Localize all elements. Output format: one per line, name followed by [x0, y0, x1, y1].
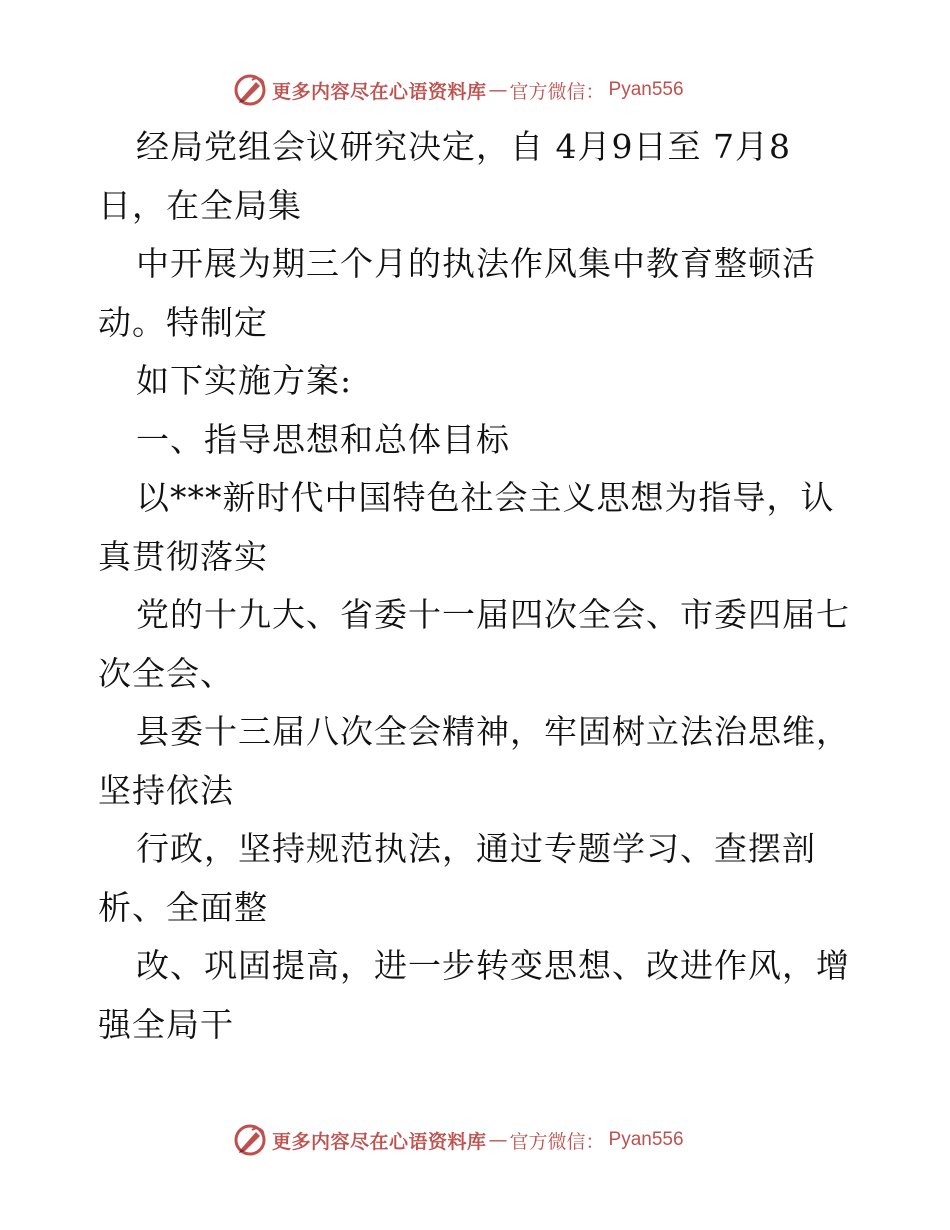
document-body — [98, 118, 858, 1054]
section-heading: 一、指导思想和总体目标 — [136, 419, 510, 459]
body-line: 行政，坚持规范执法，通过专题学习、查摆剖 — [136, 829, 816, 868]
body-line: 以***新时代中国特色社会主义思想为指导，认 — [136, 478, 835, 517]
body-line: 动。特制定 — [98, 302, 268, 342]
body-line: 改、巩固提高，进一步转变思想、改进作风，增 — [136, 946, 850, 985]
pen-logo-icon — [232, 1122, 268, 1158]
pen-logo-icon — [232, 72, 268, 108]
body-line: 坚持依法 — [98, 770, 234, 810]
body-line: 如下实施方案: — [136, 361, 353, 400]
banner-brand-text: 更多内容尽在心语资料库 — [272, 80, 487, 103]
banner-separator: — — [488, 79, 508, 101]
banner-wechat-label: 官方微信： — [509, 1130, 605, 1153]
body-line: 日，在全局集 — [98, 185, 302, 225]
body-line: 党的十九大、省委十一届四次全会、市委四届七 — [136, 595, 850, 634]
body-line: 经局党组会议研究决定，自 4月9日至 7月8 — [136, 127, 791, 166]
body-line: 县委十三届八次全会精神，牢固树立法治思维， — [136, 712, 850, 751]
header-watermark-banner — [232, 70, 684, 110]
banner-wechat-label: 官方微信： — [509, 80, 605, 103]
body-line: 中开展为期三个月的执法作风集中教育整顿活 — [136, 244, 816, 283]
banner-wechat-id: Pyan556 — [608, 79, 684, 100]
body-line: 真贯彻落实 — [98, 536, 268, 576]
body-line: 次全会、 — [98, 653, 234, 693]
banner-separator: — — [488, 1129, 508, 1151]
body-line: 析、全面整 — [98, 887, 268, 927]
body-line: 强全局干 — [98, 1004, 234, 1044]
banner-brand-text: 更多内容尽在心语资料库 — [272, 1130, 487, 1153]
banner-wechat-id: Pyan556 — [608, 1129, 684, 1150]
footer-watermark-banner — [232, 1120, 684, 1160]
